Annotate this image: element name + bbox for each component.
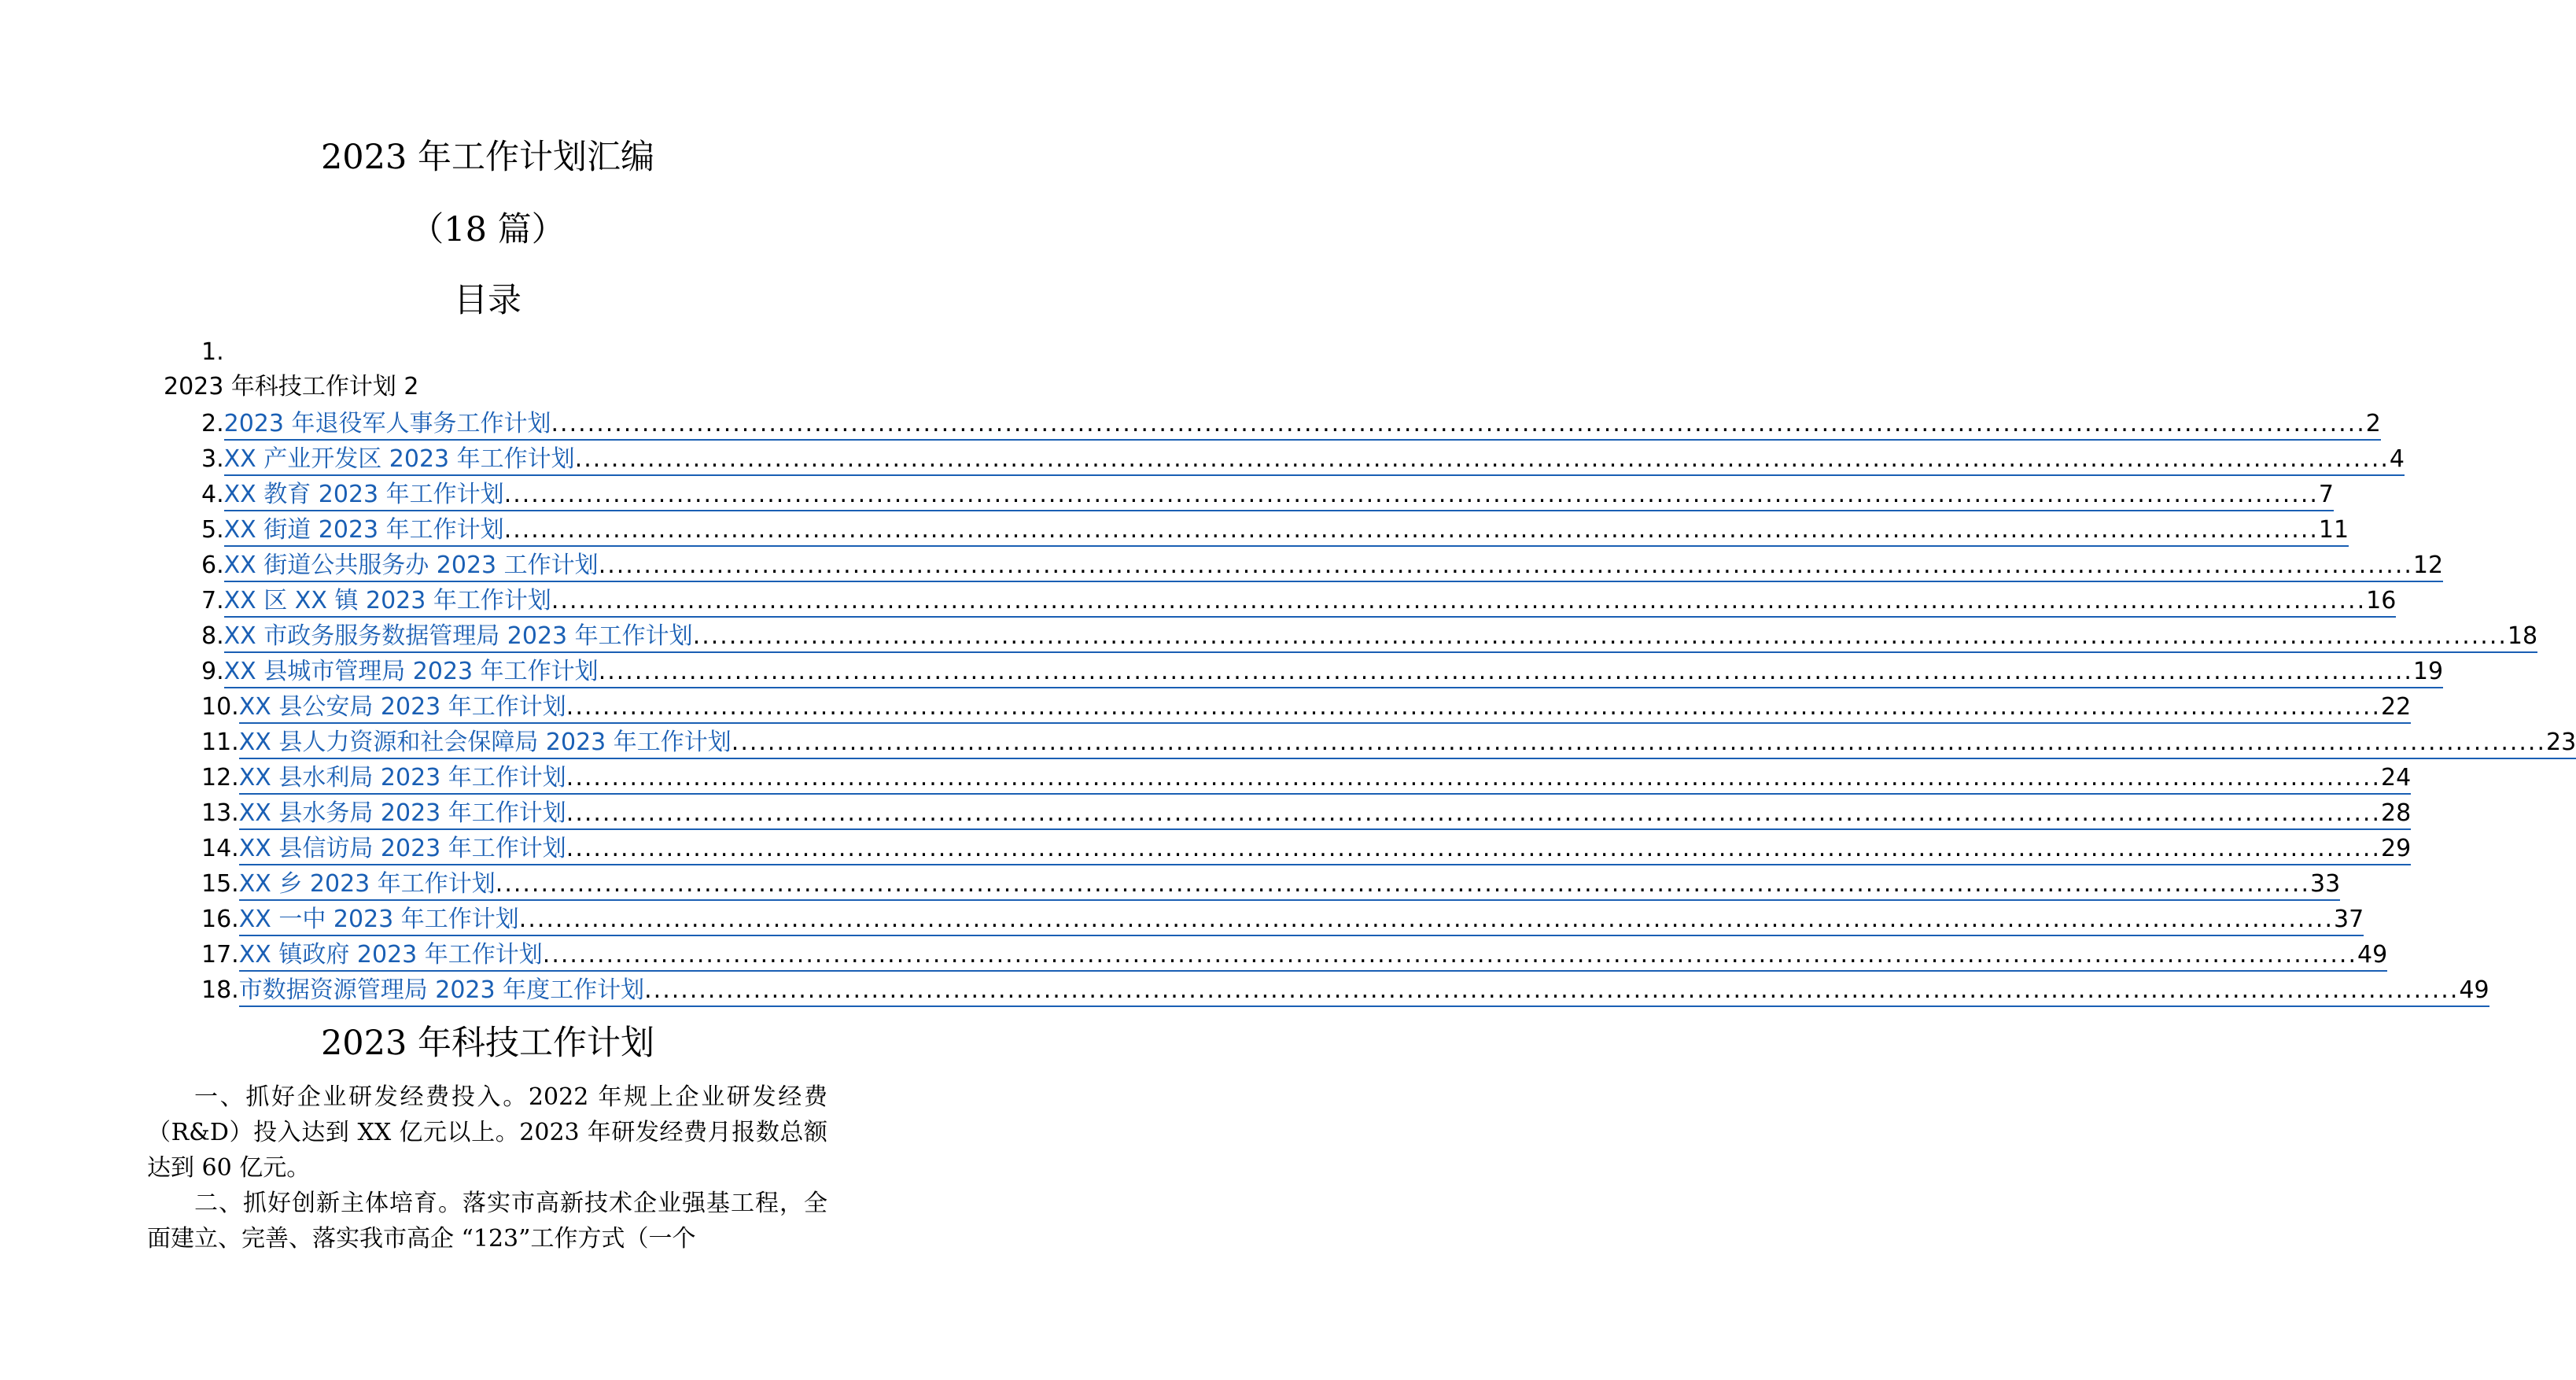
toc-entry[interactable] bbox=[201, 689, 2412, 725]
toc-entry[interactable] bbox=[201, 972, 2489, 1008]
toc-entry-page: 22 bbox=[2381, 693, 2412, 721]
toc-entry-page: 37 bbox=[2334, 906, 2364, 933]
toc-entry-number: 17. bbox=[201, 941, 239, 969]
toc-entry-page: 49 bbox=[2459, 976, 2489, 1004]
toc-entry-link[interactable] bbox=[239, 834, 2411, 865]
toc-first-entry[interactable]: 2023 年科技工作计划 2 bbox=[164, 373, 419, 400]
body-paragraph: 二、抓好创新主体培育。落实市高新技术企业强基工程，全面建立、完善、落实我市高企 “123”工作方式（一个 bbox=[147, 1190, 827, 1253]
toc-dot-leader: ........................................................................................................................................................................................................ bbox=[566, 799, 2382, 827]
toc-entry-title[interactable]: 市数据资源管理局 2023 年度工作计划 bbox=[238, 976, 645, 1004]
toc-heading: 目录 bbox=[454, 281, 521, 320]
toc-entry[interactable] bbox=[201, 866, 2341, 902]
toc-entry[interactable] bbox=[201, 831, 2412, 866]
section-body bbox=[147, 1079, 827, 1256]
toc-dot-leader: ........................................................................................................................................................................................................ bbox=[542, 941, 2358, 969]
toc-entry-title[interactable]: XX 市政务服务数据管理局 2023 年工作计划 bbox=[223, 622, 693, 650]
toc-entry[interactable] bbox=[201, 548, 2444, 583]
toc-entry-page: 18 bbox=[2507, 622, 2538, 650]
toc-entry-title[interactable]: XX 区 XX 镇 2023 年工作计划 bbox=[223, 587, 551, 614]
toc-entry[interactable] bbox=[201, 795, 2412, 831]
toc-dot-leader: ........................................................................................................................................................................................................ bbox=[566, 835, 2382, 862]
toc-entry[interactable] bbox=[201, 725, 2576, 760]
toc-dot-leader: ........................................................................................................................................................................................................ bbox=[566, 764, 2382, 791]
toc-entry-number: 8. bbox=[201, 622, 224, 650]
toc-entry-page: 49 bbox=[2357, 941, 2388, 969]
toc-entry-number: 4. bbox=[201, 481, 224, 508]
toc-dot-leader: ........................................................................................................................................................................................................ bbox=[551, 587, 2367, 614]
toc-entry-link[interactable] bbox=[224, 657, 2443, 688]
toc-entry-number: 11. bbox=[201, 729, 239, 756]
toc-entry[interactable] bbox=[201, 583, 2397, 618]
toc-dot-leader: ........................................................................................................................................................................................................ bbox=[551, 410, 2366, 437]
toc-entry-title[interactable]: XX 县水利局 2023 年工作计划 bbox=[238, 764, 566, 791]
toc-entry-number: 16. bbox=[201, 906, 239, 933]
toc-dot-leader: ........................................................................................................................................................................................................ bbox=[598, 552, 2413, 579]
toc-entry-link[interactable] bbox=[224, 551, 2443, 582]
toc-entry-title[interactable]: XX 乡 2023 年工作计划 bbox=[238, 870, 496, 898]
toc-entry-number: 9. bbox=[201, 658, 224, 685]
toc-entry-title[interactable]: XX 一中 2023 年工作计划 bbox=[238, 906, 519, 933]
toc-first-number: 1. bbox=[201, 338, 224, 366]
toc-entry-link[interactable] bbox=[224, 622, 2537, 653]
toc-entry-number: 14. bbox=[201, 835, 239, 862]
toc-entry-title[interactable]: XX 镇政府 2023 年工作计划 bbox=[238, 941, 543, 969]
toc-entry-page: 4 bbox=[2389, 445, 2405, 473]
toc-entry-number: 12. bbox=[201, 764, 239, 791]
toc-entry-link[interactable] bbox=[239, 763, 2411, 795]
toc-dot-leader: ........................................................................................................................................................................................................ bbox=[574, 445, 2390, 473]
toc-entry-link[interactable] bbox=[239, 905, 2364, 936]
toc-dot-leader: ........................................................................................................................................................................................................ bbox=[692, 622, 2508, 650]
toc-dot-leader: ........................................................................................................................................................................................................ bbox=[598, 658, 2413, 685]
toc-entry-link[interactable] bbox=[224, 480, 2334, 511]
document-title: 2023 年工作计划汇编 bbox=[320, 138, 655, 177]
toc-entry-page: 23 bbox=[2546, 729, 2576, 756]
toc-dot-leader: ........................................................................................................................................................................................................ bbox=[731, 729, 2547, 756]
toc-entry-page: 24 bbox=[2381, 764, 2412, 791]
toc-entry-page: 7 bbox=[2318, 481, 2335, 508]
toc-entry-link[interactable] bbox=[239, 869, 2340, 901]
toc-dot-leader: ........................................................................................................................................................................................................ bbox=[566, 693, 2382, 721]
toc-entry-page: 29 bbox=[2381, 835, 2412, 862]
toc-entry-page: 11 bbox=[2318, 516, 2349, 544]
toc-dot-leader: ........................................................................................................................................................................................................ bbox=[495, 870, 2311, 898]
toc-entry-number: 10. bbox=[201, 693, 239, 721]
toc-dot-leader: ........................................................................................................................................................................................................ bbox=[503, 516, 2319, 544]
toc-entry-number: 18. bbox=[201, 976, 239, 1004]
toc-entry-title[interactable]: XX 县信访局 2023 年工作计划 bbox=[238, 835, 566, 862]
toc-entry-number: 7. bbox=[201, 587, 224, 614]
toc-entry-title[interactable]: XX 教育 2023 年工作计划 bbox=[223, 481, 504, 508]
toc-entry-number: 13. bbox=[201, 799, 239, 827]
toc-entry-link[interactable] bbox=[224, 586, 2397, 618]
toc-entry-page: 2 bbox=[2365, 410, 2381, 437]
toc-dot-leader: ........................................................................................................................................................................................................ bbox=[518, 906, 2335, 933]
toc-entry-title[interactable]: XX 街道 2023 年工作计划 bbox=[223, 516, 504, 544]
toc-entry[interactable] bbox=[201, 902, 2364, 937]
toc-entry-number: 3. bbox=[201, 445, 224, 473]
toc-entry-number: 6. bbox=[201, 552, 224, 579]
toc-entry-link[interactable] bbox=[224, 409, 2381, 441]
toc-entry-title[interactable]: XX 县水务局 2023 年工作计划 bbox=[238, 799, 566, 827]
toc-entry-title[interactable]: XX 产业开发区 2023 年工作计划 bbox=[223, 445, 575, 473]
toc-entry-link[interactable] bbox=[224, 445, 2405, 476]
toc-dot-leader: ........................................................................................................................................................................................................ bbox=[644, 976, 2460, 1004]
toc-entry-number: 15. bbox=[201, 870, 239, 898]
toc-entry-page: 19 bbox=[2412, 658, 2444, 685]
toc-entry-link[interactable] bbox=[239, 976, 2489, 1007]
section-title: 2023 年科技工作计划 bbox=[320, 1024, 655, 1063]
toc-entry-title[interactable]: XX 街道公共服务办 2023 工作计划 bbox=[223, 552, 599, 579]
toc-entry-link[interactable] bbox=[239, 799, 2411, 830]
toc-entry[interactable] bbox=[201, 512, 2349, 548]
toc-entry-number: 5. bbox=[201, 516, 224, 544]
toc-entry-link[interactable] bbox=[239, 728, 2576, 759]
table-of-contents bbox=[201, 406, 2576, 1008]
toc-entry-page: 28 bbox=[2381, 799, 2412, 827]
toc-entry-page: 33 bbox=[2310, 870, 2341, 898]
toc-entry-title[interactable]: 2023 年退役军人事务工作计划 bbox=[223, 410, 551, 437]
document-subtitle: （18 篇） bbox=[410, 210, 566, 249]
toc-entry[interactable] bbox=[201, 937, 2388, 972]
toc-entry-page: 12 bbox=[2412, 552, 2444, 579]
toc-dot-leader: ........................................................................................................................................................................................................ bbox=[503, 481, 2319, 508]
toc-entry-link[interactable] bbox=[239, 940, 2387, 972]
toc-entry[interactable] bbox=[201, 477, 2335, 512]
toc-entry-page: 16 bbox=[2366, 587, 2397, 614]
toc-entry-title[interactable]: XX 县人力资源和社会保障局 2023 年工作计划 bbox=[238, 729, 732, 756]
toc-entry[interactable] bbox=[201, 441, 2405, 477]
toc-entry-title[interactable]: XX 县城市管理局 2023 年工作计划 bbox=[223, 658, 599, 685]
toc-entry[interactable] bbox=[201, 406, 2381, 441]
body-paragraph: 一、抓好企业研发经费投入。2022 年规上企业研发经费（R&D）投入达到 XX 亿元以上。2023 年研发经费月报数总额达到 60 亿元。 bbox=[147, 1083, 827, 1182]
toc-entry-link[interactable] bbox=[239, 692, 2411, 724]
toc-entry[interactable] bbox=[201, 618, 2538, 654]
toc-entry-number: 2. bbox=[201, 410, 224, 437]
toc-entry-link[interactable] bbox=[224, 515, 2349, 547]
toc-entry[interactable] bbox=[201, 654, 2444, 689]
toc-entry[interactable] bbox=[201, 760, 2412, 795]
toc-entry-title[interactable]: XX 县公安局 2023 年工作计划 bbox=[238, 693, 566, 721]
